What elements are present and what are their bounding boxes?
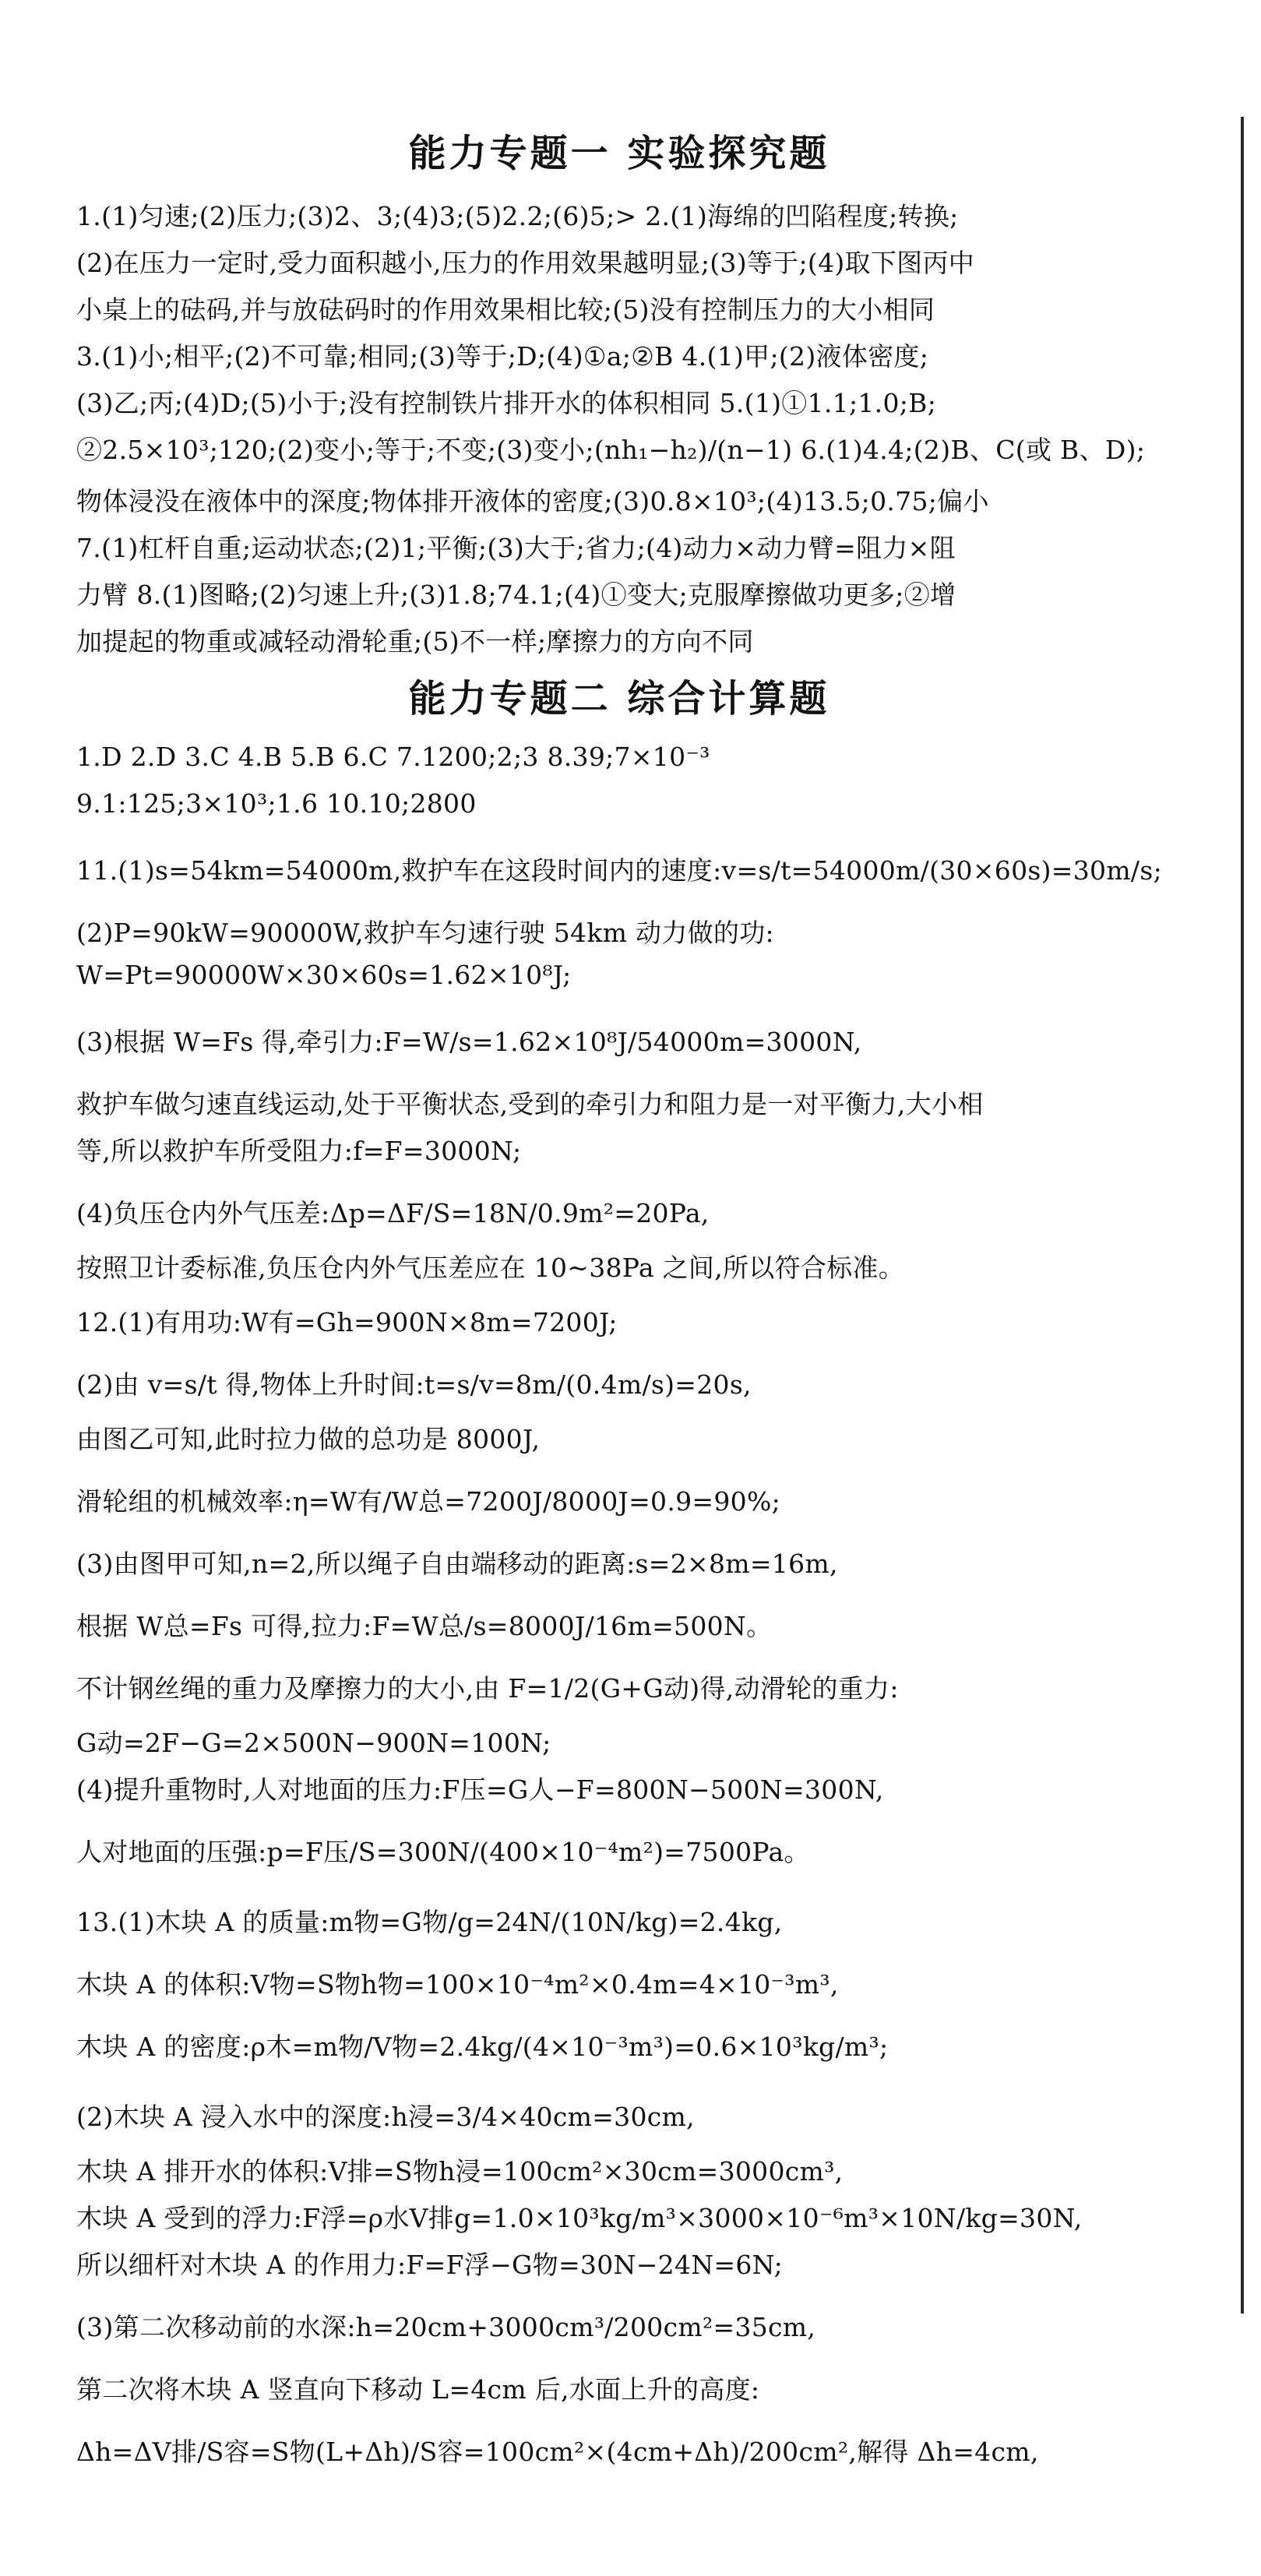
text-line: 等,所以救护车所受阻力:f=F=3000N;	[76, 1136, 522, 1166]
text-line: (3)根据 W=Fs 得,牵引力:F=W/s=1.62×10⁸J/54000m=3000N,	[76, 1027, 862, 1057]
text-line: 第二次将木块 A 竖直向下移动 L=4cm 后,水面上升的高度:	[76, 2374, 760, 2405]
text-line: 木块 A 排开水的体积:V排=S物h浸=100cm²×30cm=3000cm³,	[76, 2156, 844, 2187]
text-line: 12.(1)有用功:W有=Gh=900N×8m=7200J;	[76, 1307, 618, 1337]
text-line: (4)提升重物时,人对地面的压力:F压=G人−F=800N−500N=300N,	[76, 1774, 884, 1805]
text-line: 1.(1)匀速;(2)压力;(3)2、3;(4)3;(5)2.2;(6)5;> 2.(1)海绵的凹陷程度;转换;	[76, 201, 959, 231]
text-line: W=Pt=90000W×30×60s=1.62×10⁸J;	[76, 960, 572, 990]
text-line: 木块 A 的密度:ρ木=m物/V物=2.4kg/(4×10⁻³m³)=0.6×10³kg/m³;	[76, 2032, 889, 2062]
text-line: 救护车做匀速直线运动,处于平衡状态,受到的牵引力和阻力是一对平衡力,大小相	[76, 1089, 984, 1119]
text-line: 13.(1)木块 A 的质量:m物=G物/g=24N/(10N/kg)=2.4kg,	[76, 1907, 783, 1937]
text-line: (2)木块 A 浸入水中的深度:h浸=3/4×40cm=30cm,	[76, 2102, 695, 2132]
text-line: 人对地面的压强:p=F压/S=300N/(400×10⁻⁴m²)=7500Pa。	[76, 1837, 810, 1867]
text-line: 力臂 8.(1)图略;(2)匀速上升;(3)1.8;74.1;(4)①变大;克服摩擦做功更多;②增	[76, 580, 956, 610]
section-title-experiment: 能力专题一 实验探究题	[408, 132, 830, 175]
text-line: 按照卫计委标准,负压仓内外气压差应在 10~38Pa 之间,所以符合标准。	[76, 1253, 905, 1283]
text-line: 小桌上的砝码,并与放砝码时的作用效果相比较;(5)没有控制压力的大小相同	[76, 294, 935, 325]
text-line: (2)由 v=s/t 得,物体上升时间:t=s/v=8m/(0.4m/s)=20s,	[76, 1369, 752, 1400]
text-line: (3)由图甲可知,n=2,所以绳子自由端移动的距离:s=2×8m=16m,	[76, 1549, 838, 1579]
text-line: 1.D 2.D 3.C 4.B 5.B 6.C 7.1200;2;3 8.39;7×10⁻³	[76, 742, 710, 772]
text-line: 滑轮组的机械效率:η=W有/W总=7200J/8000J=0.9=90%;	[76, 1486, 781, 1517]
text-line: 木块 A 的体积:V物=S物h物=100×10⁻⁴m²×0.4m=4×10⁻³m³,	[76, 1969, 839, 2000]
text-line: (2)在压力一定时,受力面积越小,压力的作用效果越明显;(3)等于;(4)取下图丙中	[76, 248, 975, 278]
text-line: 3.(1)小;相平;(2)不可靠;相同;(3)等于;D;(4)①a;②B 4.(1)甲;(2)液体密度;	[76, 341, 929, 372]
text-line: 所以细杆对木块 A 的作用力:F=F浮−G物=30N−24N=6N;	[76, 2250, 784, 2280]
text-line: 不计钢丝绳的重力及摩擦力的大小,由 F=1/2(G+G动)得,动滑轮的重力:	[76, 1673, 899, 1704]
text-line: 物体浸没在液体中的深度;物体排开液体的密度;(3)0.8×10³;(4)13.5;0.75;偏小	[76, 486, 989, 516]
text-line: 由图乙可知,此时拉力做的总功是 8000J,	[76, 1424, 541, 1454]
text-line: 根据 W总=Fs 可得,拉力:F=W总/s=8000J/16m=500N。	[76, 1611, 773, 1641]
section-title-calculation: 能力专题二 综合计算题	[408, 677, 830, 721]
right-margin-rule	[1241, 117, 1244, 2313]
text-line: 加提起的物重或减轻动滑轮重;(5)不一样;摩擦力的方向不同	[76, 626, 754, 657]
text-line: Δh=ΔV排/S容=S物(L+Δh)/S容=100cm²×(4cm+Δh)/200cm²,解得 Δh=4cm,	[76, 2437, 1039, 2467]
text-line: 9.1:125;3×10³;1.6 10.10;2800	[76, 788, 477, 819]
text-line: (2)P=90kW=90000W,救护车匀速行驶 54km 动力做的功:	[76, 918, 774, 948]
text-line: 7.(1)杠杆自重;运动状态;(2)1;平衡;(3)大于;省力;(4)动力×动力臂=阻力×阻	[76, 533, 956, 563]
text-line: G动=2F−G=2×500N−900N=100N;	[76, 1728, 551, 1758]
text-line: (4)负压仓内外气压差:Δp=ΔF/S=18N/0.9m²=20Pa,	[76, 1198, 710, 1228]
text-line: (3)乙;丙;(4)D;(5)小于;没有控制铁片排开水的体积相同 5.(1)①1.1;1.0;B;	[76, 388, 937, 418]
text-line: 木块 A 受到的浮力:F浮=ρ水V排g=1.0×10³kg/m³×3000×10⁻⁶m³×10N/kg=30N,	[76, 2203, 1083, 2233]
text-line: 11.(1)s=54km=54000m,救护车在这段时间内的速度:v=s/t=54000m/(30×60s)=30m/s;	[76, 855, 1162, 886]
text-line: ②2.5×10³;120;(2)变小;等于;不变;(3)变小;(nh₁−h₂)/(n−1) 6.(1)4.4;(2)B、C(或 B、D);	[76, 435, 1146, 465]
text-line: (3)第二次移动前的水深:h=20cm+3000cm³/200cm²=35cm,	[76, 2312, 816, 2342]
